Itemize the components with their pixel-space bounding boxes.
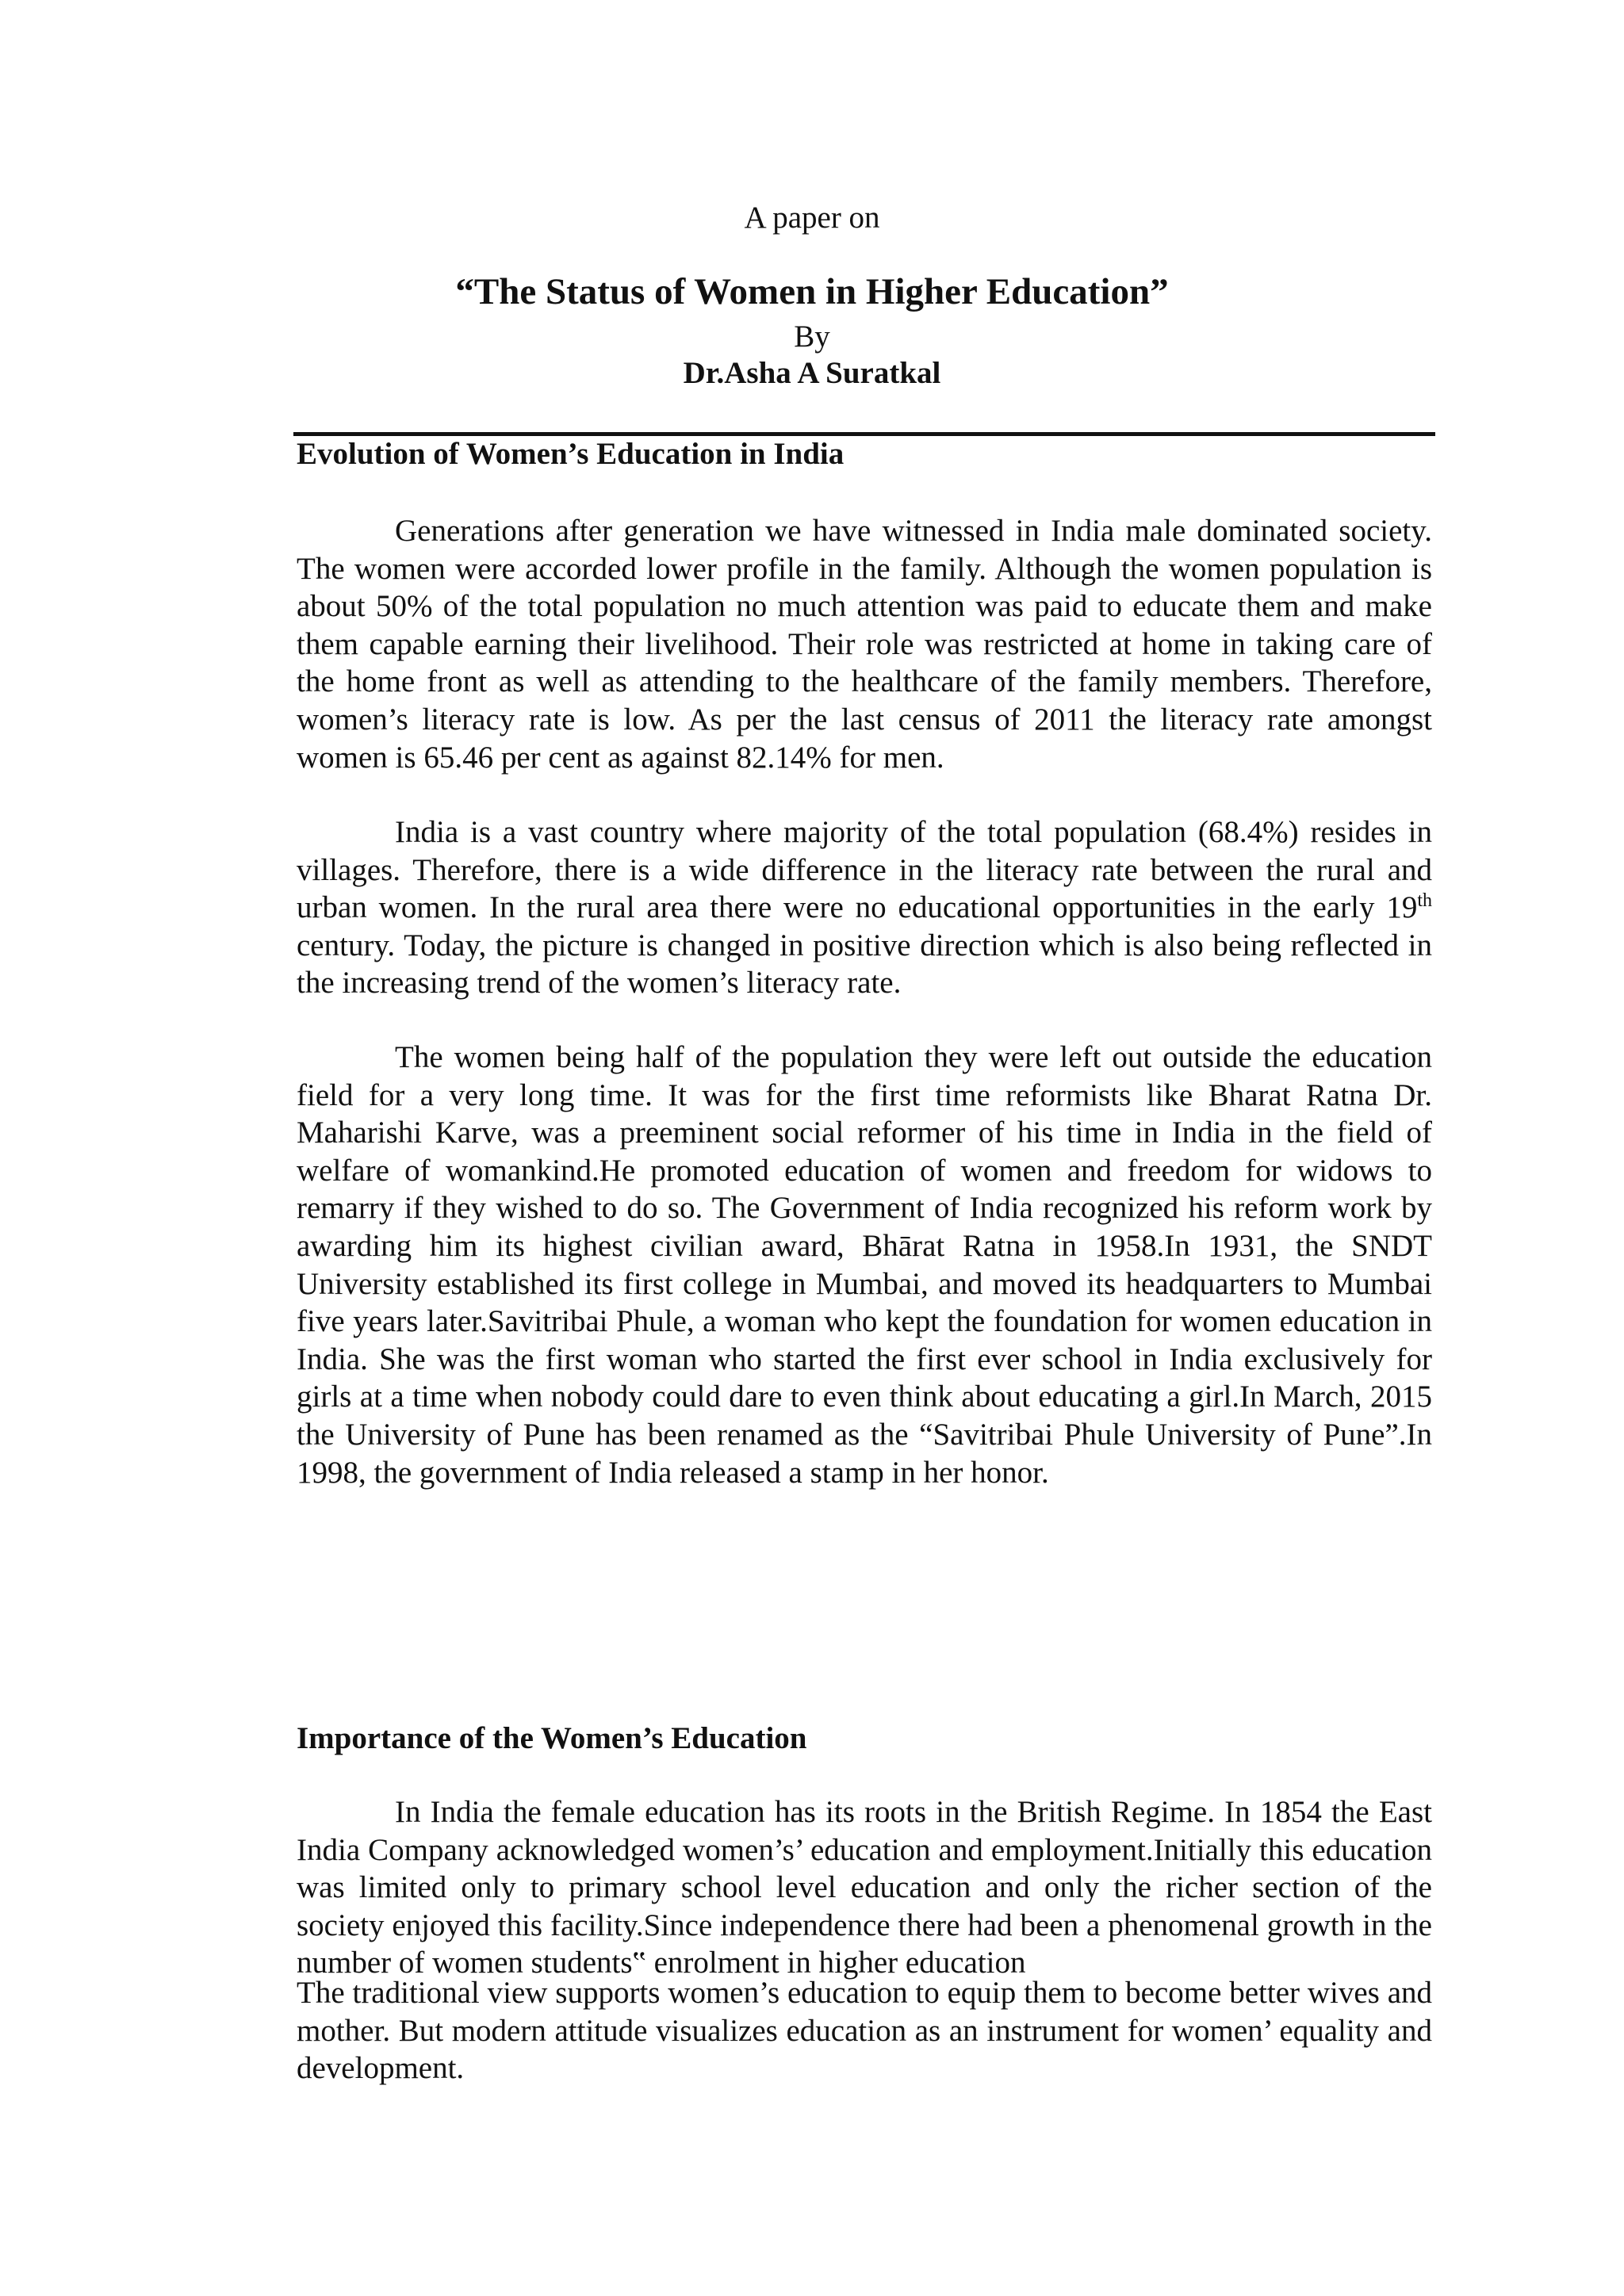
paragraph-evolution-2-text-a: India is a vast country where majority of the total population (68.4%) resides in villages. Therefore, there is a wide difference in the literacy rate between the rural and urban women. In the rural area there were no educational opportunities in the early 19 [297,815,1432,925]
paragraph-evolution-2-text-b: century. Today, the picture is changed in positive direction which is also being reflected in the increasing trend of the women’s literacy rate. [297,928,1432,1001]
byline-label: By [794,320,830,354]
paragraph-importance-2: The traditional view supports women’s education to equip them to become better wives and mother. But modern attitude visualizes education as an instrument for women’ equality and development. [297,1976,1432,2086]
paragraph-evolution-1: Generations after generation we have witnessed in India male dominated society. The women were accorded lower profile in the family. Although the women population is about 50% of the total population no much attention was paid to educate them and make them capable earning their livelihood. Their role was restricted at home in taking care of the home front as well as attending to the healthcare of the family members. Therefore, women’s literacy rate is low. As per the last census of 2011 the literacy rate amongst women is 65.46 per cent as against 82.14% for men. [297,514,1432,775]
section-heading-importance: Importance of the Women’s Education [297,1721,807,1755]
paragraph-evolution-2 [297,813,1432,1002]
superscript-th: th [1417,890,1432,912]
paragraph-importance-1: In India the female education has its roots in the British Regime. In 1854 the East India Company acknowledged women’s’ education and employment.Initially this education was limited only to primary school level education and only the richer section of the society enjoyed this facility.Since independence there had been a phenomenal growth in the number of women students‟ enrolment in higher education [297,1795,1432,1980]
paper-title: “The Status of Women in Higher Education” [455,271,1169,312]
paragraph-evolution-3: The women being half of the population they were left out outside the education field for a very long time. It was for the first time reformists like Bharat Ratna Dr. Maharishi Karve, was a preeminent social reformer of his time in India in the field of welfare of womankind.He promoted education of women and freedom for widows to remarry if they wished to do so. The Government of India recognized his reform work by awarding him its highest civilian award, Bhārat Ratna in 1958.In 1931, the SNDT University established its first college in Mumbai, and moved its headquarters to Mumbai five years later.Savitribai Phule, a woman who kept the foundation for women education in India. She was the first woman who started the first ever school in India exclusively for girls at a time when nobody could dare to even think about educating a girl.In March, 2015 the University of Pune has been renamed as the “Savitribai Phule University of Pune”.In 1998, the government of India released a stamp in her honor. [297,1040,1432,1490]
paper-intro: A paper on [744,201,880,235]
section-heading-evolution: Evolution of Women’s Education in India [297,437,845,471]
author-name: Dr.Asha A Suratkal [683,356,941,390]
